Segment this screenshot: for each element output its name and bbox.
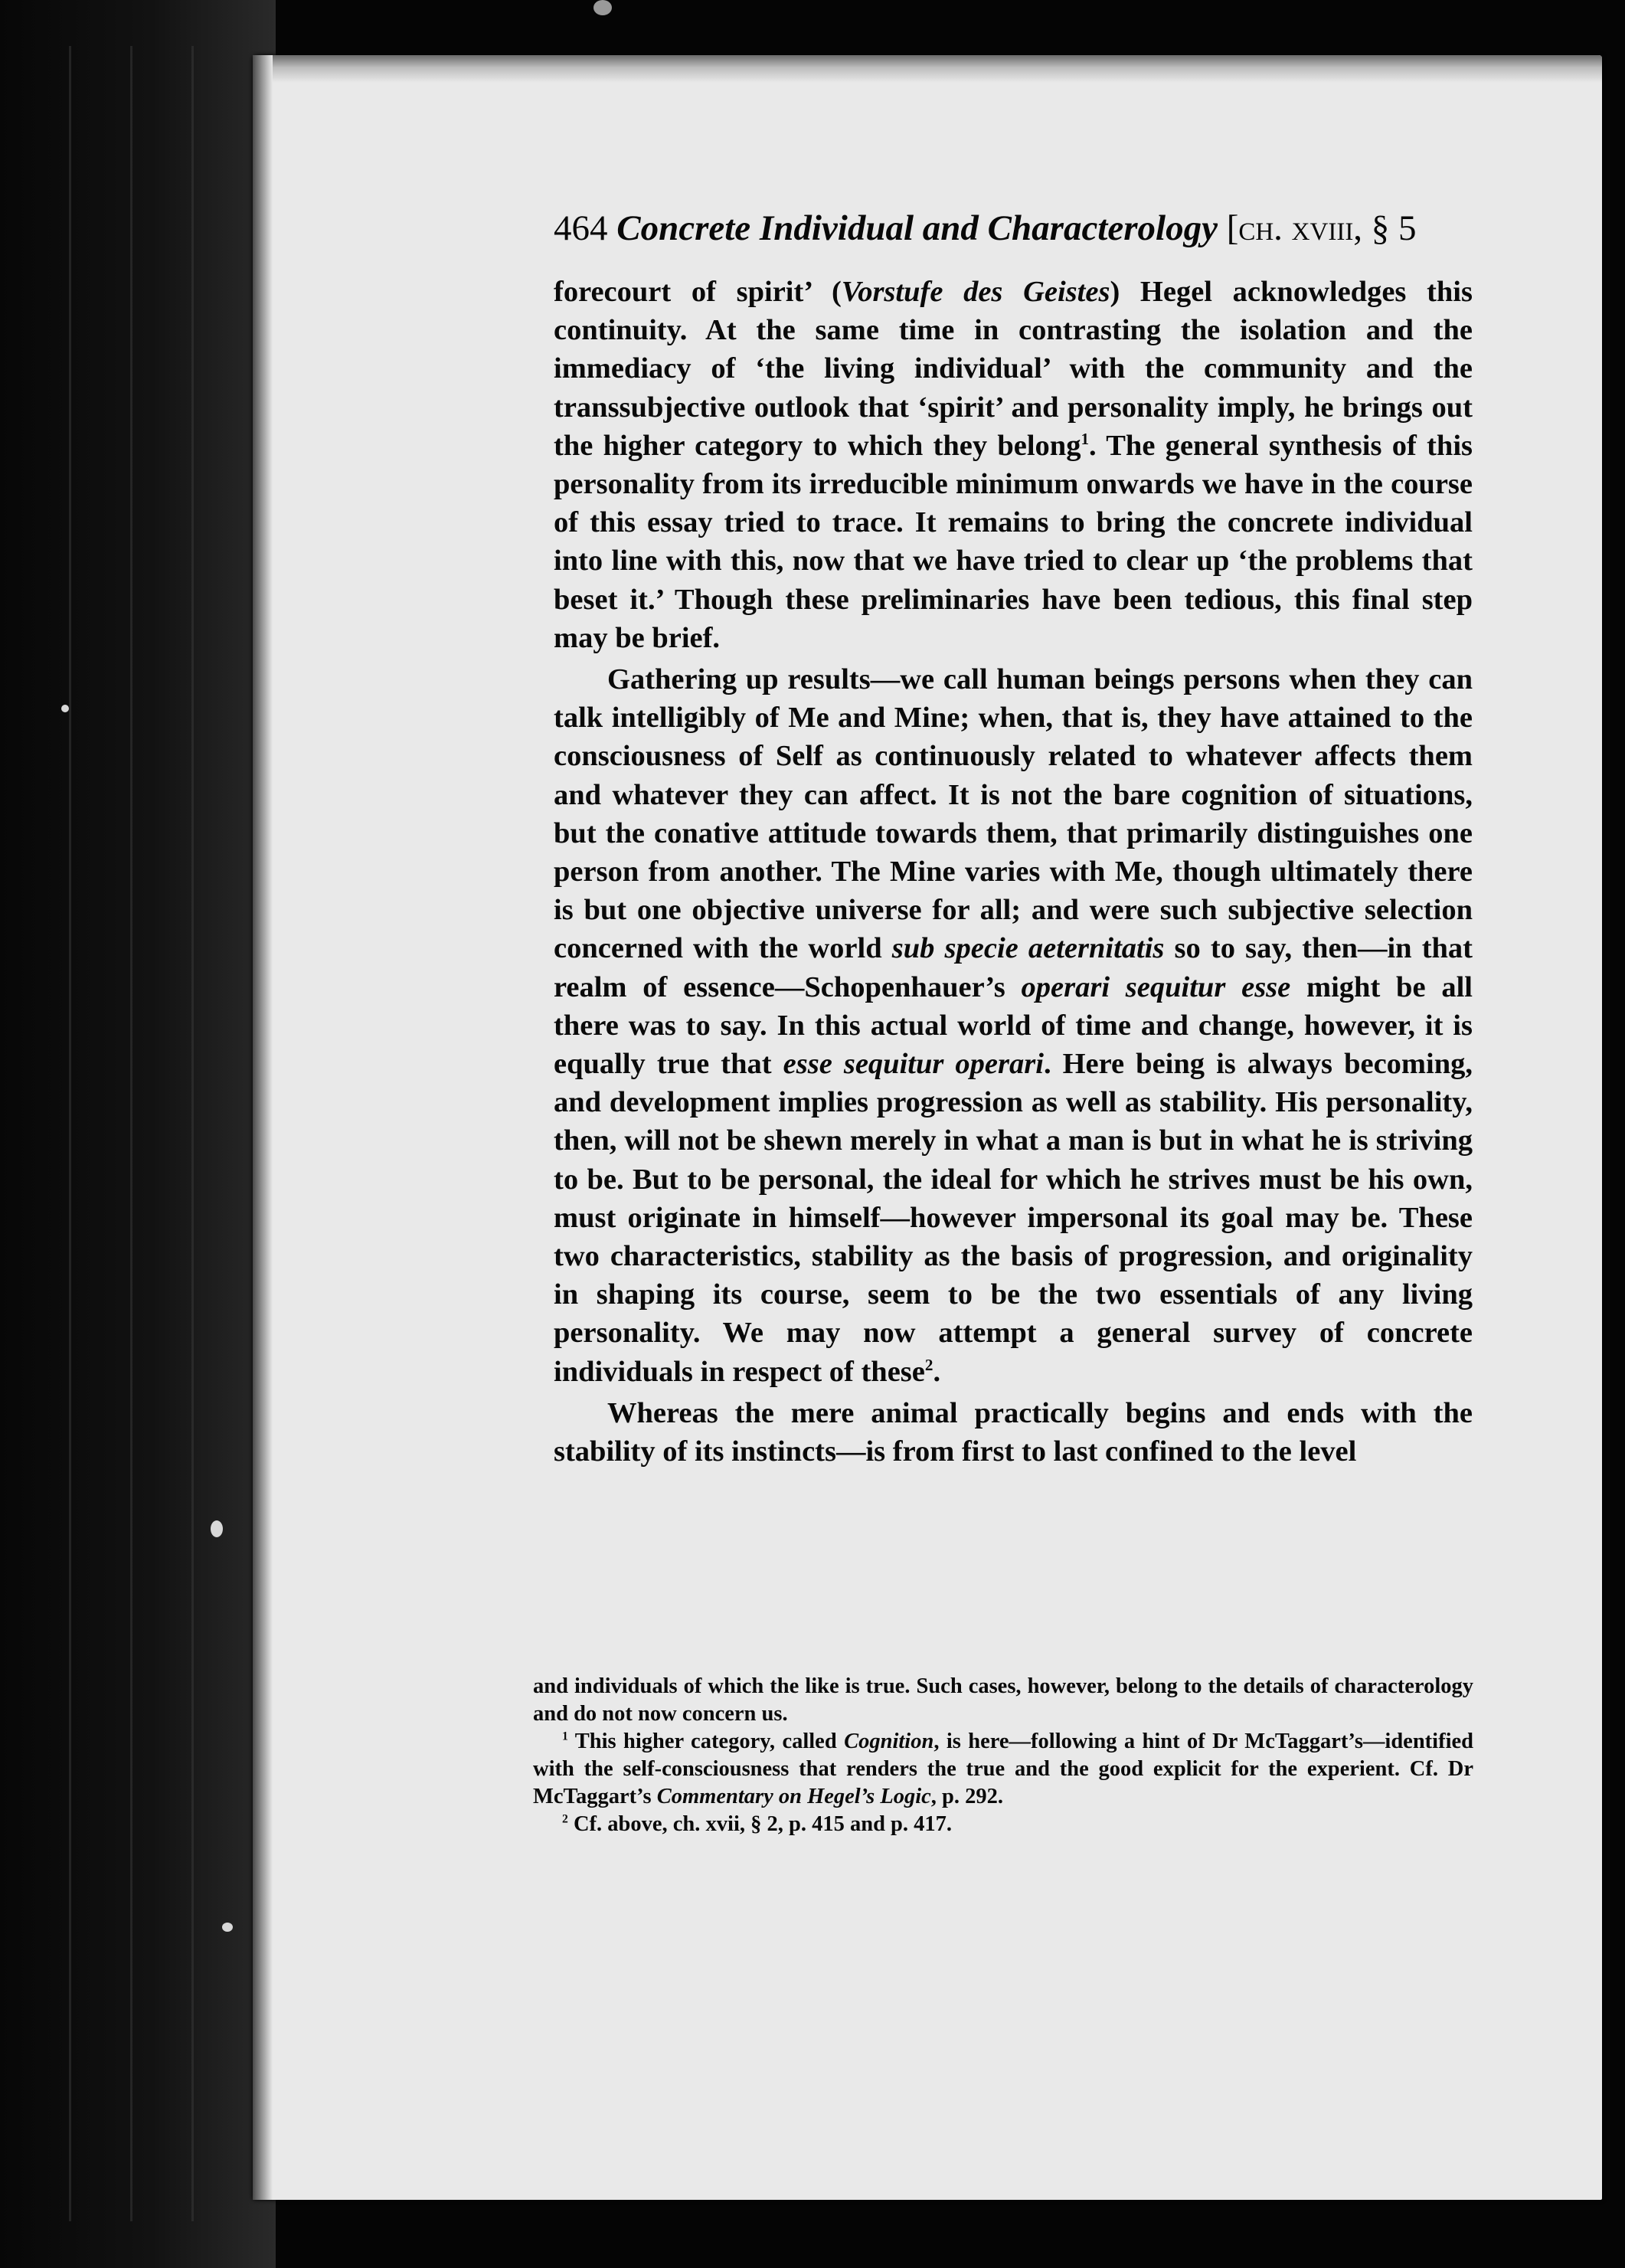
footnote-2 bbox=[533, 1811, 1473, 1838]
spine-streak bbox=[191, 46, 194, 2221]
spine-streak bbox=[69, 46, 71, 2221]
spine-streak bbox=[130, 46, 132, 2221]
footnote-marker: 2 bbox=[924, 1355, 933, 1374]
body-text bbox=[554, 273, 1473, 1471]
text-run: Gathering up results—we call human beings persons when they can talk intelligibly of Me and Mine; when, that is, they have attained to the consciousness of Self as continuously related to whatever affects them and whatever they can affect. It is not the bare cognition of situations, but the conative attitude towards them, that primarily distinguishes one person from another. The Mine varies with Me, though ultimately there is but one objective universe for all; and were such subjective selection concerned with the world bbox=[554, 663, 1473, 965]
text-run: . Here being is always becoming, and development implies progression as well as stability. His personality, then, will not be shewn merely in what a man is but in what he is striving to be. But to be personal, the ideal for which he strives must be his own, must originate in himself—however impersonal its goal may be. These two characteristics, stability as the basis of progression, and originality in shaping its course, seem to be the two essentials of any living personality. We may now attempt a general survey of concrete individuals in respect of these bbox=[554, 1048, 1473, 1388]
paragraph bbox=[554, 1394, 1473, 1471]
scan-speck bbox=[61, 705, 69, 712]
footnote-marker: 1 bbox=[562, 1730, 568, 1743]
paragraph bbox=[554, 660, 1473, 1391]
page-gutter-shadow bbox=[253, 55, 273, 2200]
italic-phrase: operari sequitur esse bbox=[1021, 970, 1291, 1003]
scanner-dark-border bbox=[0, 0, 276, 2268]
page-number: 464 bbox=[554, 208, 608, 248]
footnote-continuation bbox=[533, 1673, 1473, 1728]
running-head bbox=[554, 205, 1473, 251]
running-head-title: Concrete Individual and Characterology bbox=[616, 208, 1218, 248]
italic-phrase: Vorstufe des Geistes bbox=[841, 276, 1110, 308]
text-run: , p. 292. bbox=[930, 1785, 1004, 1808]
italic-phrase: sub specie aeternitatis bbox=[891, 932, 1165, 965]
italic-phrase: esse sequitur operari bbox=[783, 1048, 1044, 1081]
footnotes bbox=[533, 1673, 1473, 1838]
footnote-1 bbox=[533, 1728, 1473, 1811]
italic-phrase: Cognition bbox=[844, 1730, 934, 1753]
text-run: so to say, then—in that realm of essence—Schopenhauer’s bbox=[554, 932, 1473, 1003]
text-run: and individuals of which the like is true. Such cases, however, belong to the details of characterology and do not now concern us. bbox=[533, 1674, 1473, 1726]
italic-phrase: Commentary on Hegel’s Logic bbox=[656, 1785, 931, 1808]
running-head-chapter: [ch. xviii, § 5 bbox=[1226, 208, 1417, 248]
text-run: . bbox=[933, 1355, 941, 1388]
text-run: This higher category, called bbox=[567, 1730, 845, 1753]
scan-speck bbox=[593, 0, 612, 15]
paragraph bbox=[554, 273, 1473, 657]
footnote-marker: 2 bbox=[562, 1812, 568, 1826]
text-run: Whereas the mere animal practically begins and ends with the stability of its instincts—is from first to last confined to the level bbox=[554, 1396, 1473, 1468]
footnote-marker: 1 bbox=[1081, 429, 1090, 448]
text-run: might be all there was to say. In this actual world of time and change, however, it is equally true that bbox=[554, 970, 1473, 1081]
text-run: . The general synthesis of this personality from its irreducible minimum onwards we have in the course of this essay tried to trace. It remains to bring the concrete individual into line with this, now that we have tried to clear up ‘the problems that beset it.’ Though these preliminaries have been tedious, this final step may be brief. bbox=[554, 429, 1473, 654]
text-run: , is here—following a hint of Dr McTaggart’s—identified with the self-consciousness that renders the true and the good explicit for the experient. Cf. Dr McTaggart’s bbox=[533, 1730, 1473, 1808]
text-run: Cf. above, ch. xvii, § 2, p. 415 and p. 417. bbox=[567, 1812, 953, 1836]
page-top-shadow bbox=[253, 55, 1602, 83]
scan-speck bbox=[211, 1520, 223, 1537]
text-run: ) Hegel acknowledges this continuity. At the same time in contrasting the isolation and the immediacy of ‘the living individual’ with the community and the transsubjective outlook that ‘spirit’ and personality imply, he brings out the higher category to which they belong bbox=[554, 276, 1473, 462]
text-run: forecourt of spirit’ ( bbox=[554, 276, 842, 308]
scan-speck bbox=[222, 1923, 233, 1932]
